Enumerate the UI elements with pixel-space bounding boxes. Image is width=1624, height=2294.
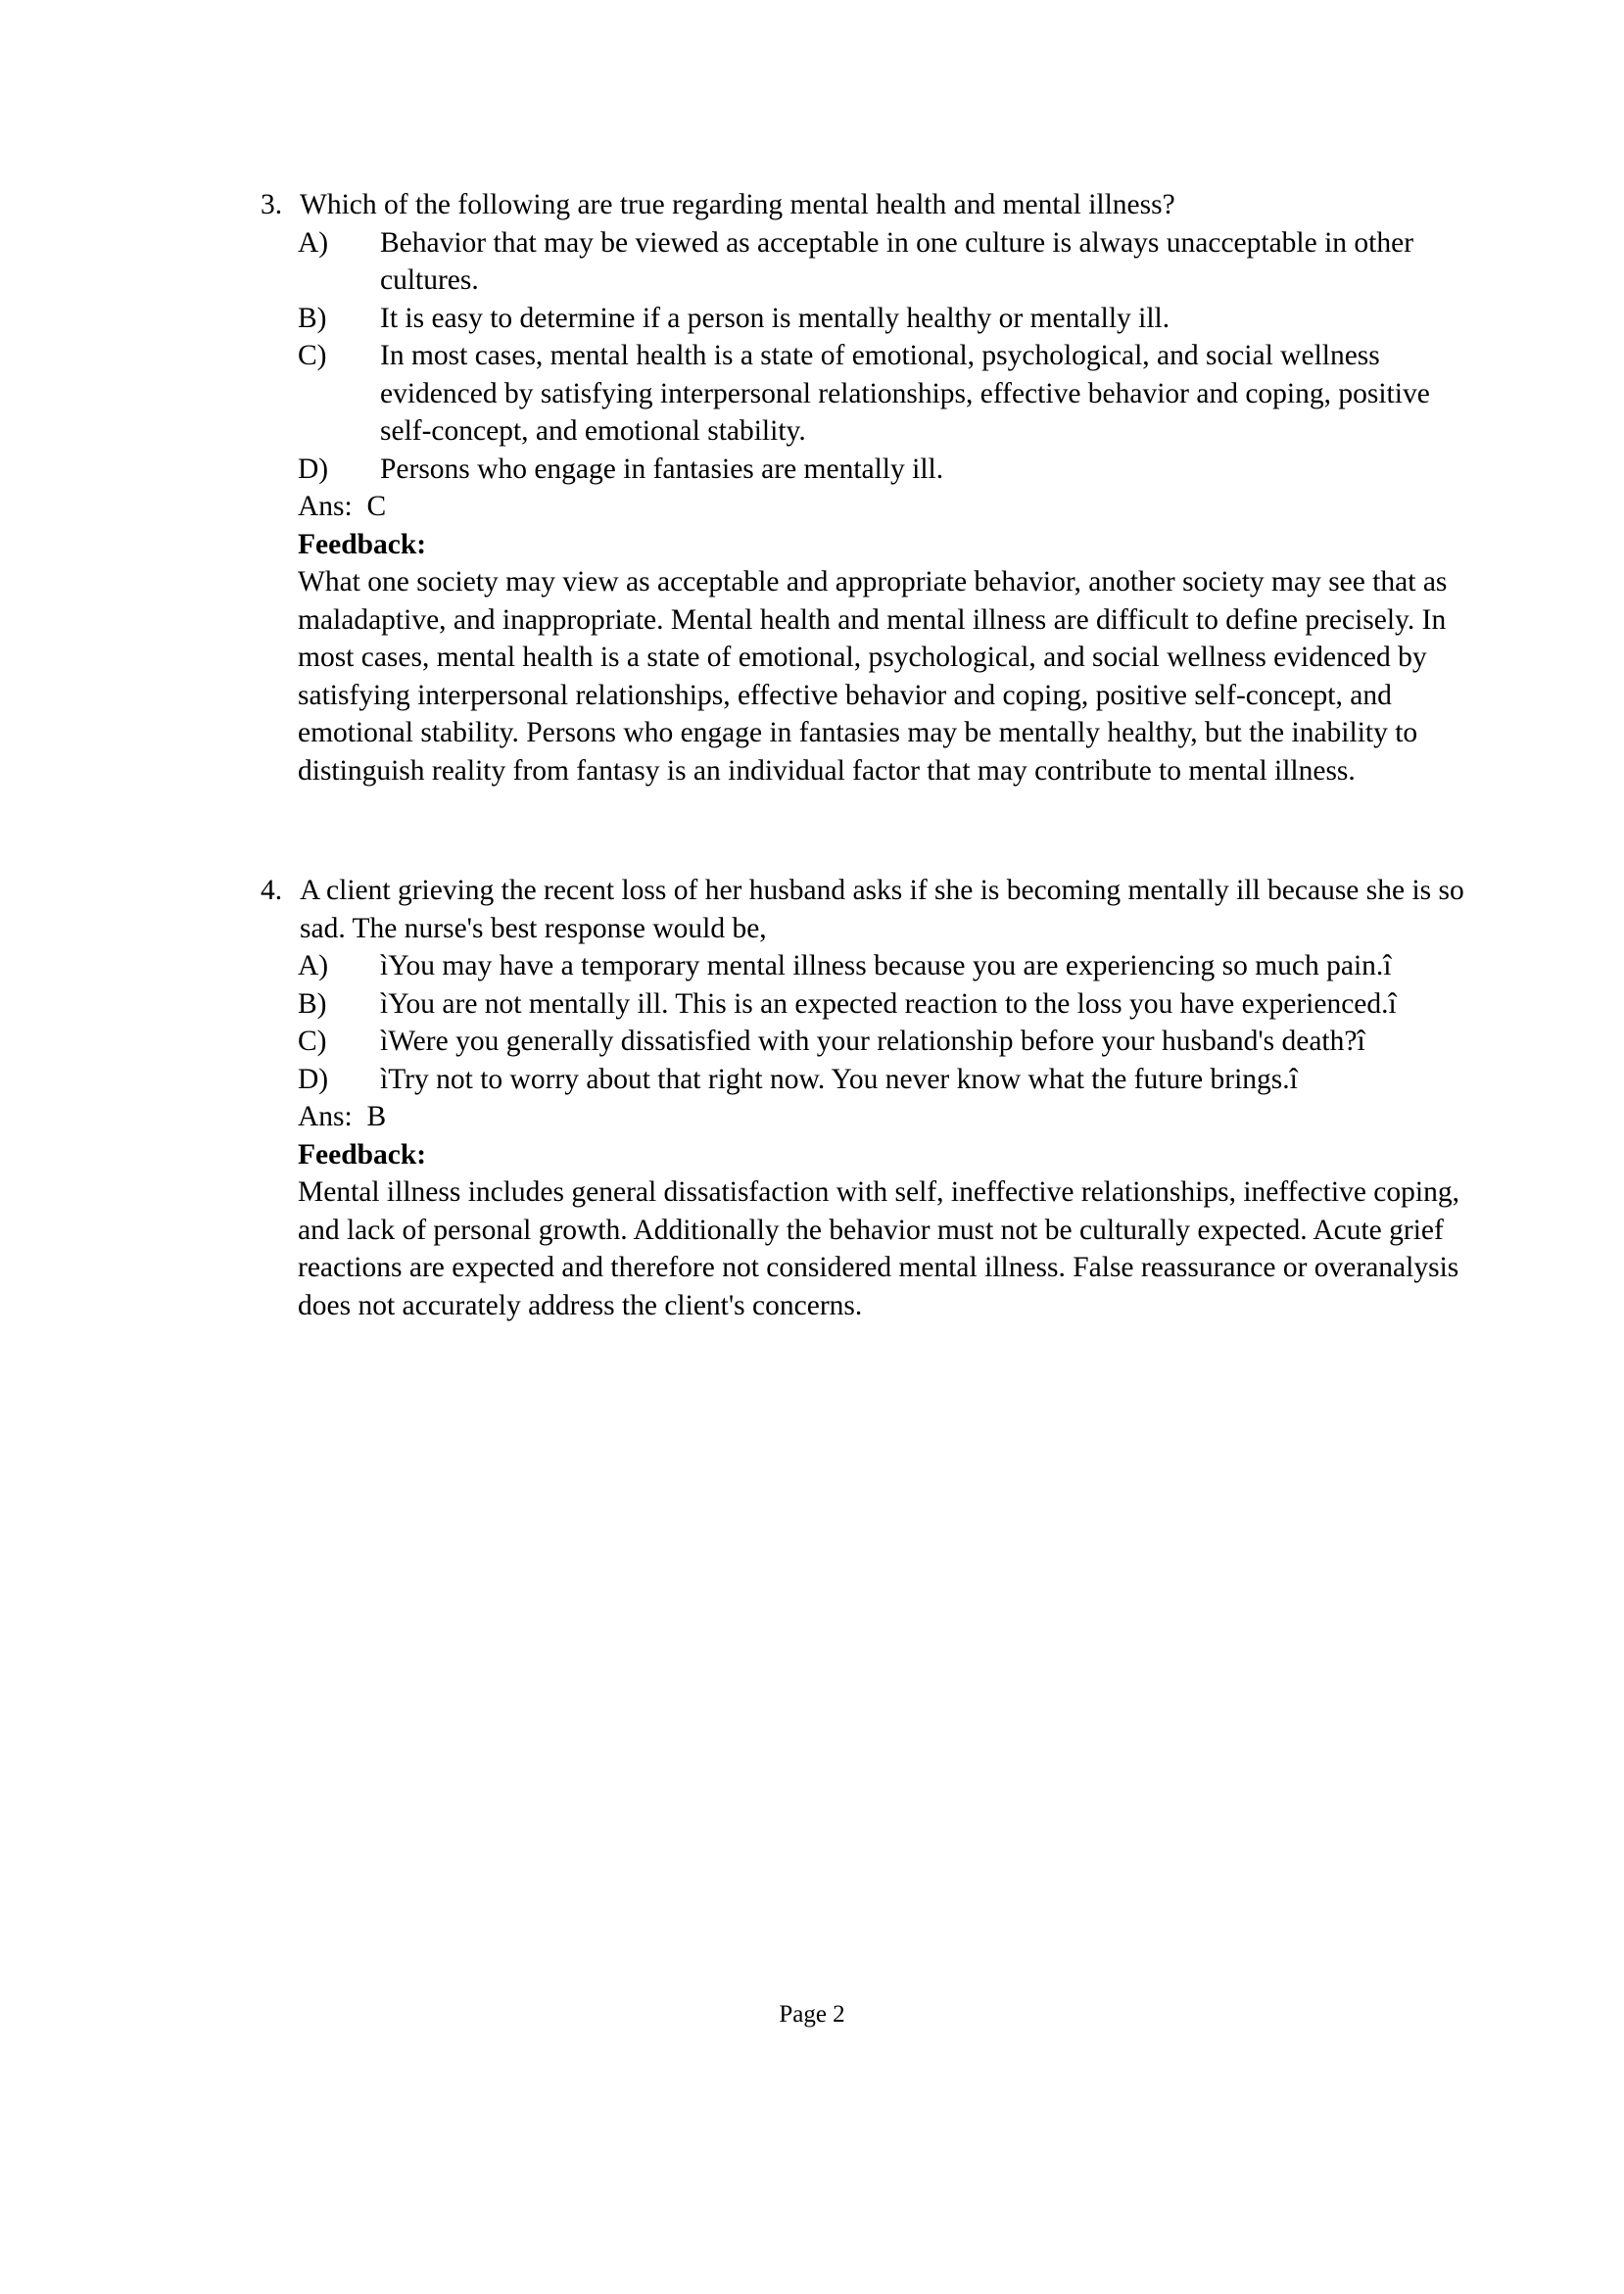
feedback-label: Feedback: bbox=[298, 1138, 427, 1171]
option-text: In most cases, mental health is a state of emotional, psychological, and social wellness evidenced by satisfying interpersonal relationships, effective behavior and coping, positive self-concept, and emotional stability. bbox=[380, 340, 1430, 447]
feedback-text: Mental illness includes general dissatisfaction with self, ineffective relationships, ineffective coping, and lack of personal growth. Additionally the behavior must not be culturally expected. Acute grief reactions are expected and therefore not considered mental illness. False reassurance or overanalysis does not accurately address the client's concerns. bbox=[298, 1176, 1459, 1321]
option-letter: B) bbox=[298, 987, 327, 1020]
question-block bbox=[261, 872, 1475, 1324]
option-text: Behavior that may be viewed as acceptable in one culture is always unacceptable in other cultures. bbox=[380, 226, 1414, 296]
question-block bbox=[261, 186, 1475, 789]
option-letter: D) bbox=[298, 1063, 329, 1095]
question-spacer bbox=[261, 789, 1475, 872]
option-c[interactable] bbox=[261, 337, 1475, 451]
option-letter: C) bbox=[298, 340, 327, 371]
answer-value: B bbox=[366, 1101, 387, 1132]
option-letter: C) bbox=[298, 1026, 327, 1057]
option-text: ìTry not to worry about that right now. You never know what the future brings.î bbox=[380, 1063, 1298, 1095]
answer-label: Ans: bbox=[298, 491, 353, 522]
option-a[interactable] bbox=[261, 947, 1475, 985]
option-text: ìYou are not mentally ill. This is an expected reaction to the loss you have experienced.î bbox=[380, 987, 1397, 1020]
page-footer: Page 2 bbox=[779, 2001, 845, 2028]
option-letter: A) bbox=[298, 226, 329, 259]
answer-line bbox=[261, 488, 1475, 526]
option-letter: A) bbox=[298, 950, 329, 981]
option-letter: B) bbox=[298, 302, 327, 334]
option-d[interactable] bbox=[261, 1061, 1475, 1099]
option-text: ìWere you generally dissatisfied with your relationship before your husband's death?î bbox=[380, 1026, 1365, 1057]
answer-label: Ans: bbox=[298, 1101, 353, 1132]
feedback-label: Feedback: bbox=[298, 528, 427, 560]
page-content bbox=[261, 186, 1475, 1324]
question-stem bbox=[261, 186, 1475, 224]
question-stem bbox=[261, 872, 1475, 947]
option-text: It is easy to determine if a person is mentally healthy or mentally ill. bbox=[380, 302, 1170, 334]
answer-line bbox=[261, 1098, 1475, 1136]
feedback-text: What one society may view as acceptable and appropriate behavior, another society may see that as maladaptive, and inappropriate. Mental health and mental illness are difficult to define precisely. In most cases, mental health is a state of emotional, psychological, and social wellness evidenced by satisfying interpersonal relationships, effective behavior and coping, positive self-concept, and emotional stability. Persons who engage in fantasies may be mentally healthy, but the inability to distinguish reality from fantasy is an individual factor that may contribute to mental illness. bbox=[298, 566, 1448, 787]
question-stem-text: A client grieving the recent loss of her husband asks if she is becoming mentally ill because she is so sad. The nurse's best response would be, bbox=[300, 875, 1464, 944]
option-text: ìYou may have a temporary mental illness because you are experiencing so much pain.î bbox=[380, 950, 1392, 981]
question-number: 4. bbox=[261, 875, 283, 906]
option-a[interactable] bbox=[261, 224, 1475, 300]
option-b[interactable] bbox=[261, 985, 1475, 1024]
option-d[interactable] bbox=[261, 451, 1475, 489]
option-text: Persons who engage in fantasies are mentally ill. bbox=[380, 453, 944, 485]
option-b[interactable] bbox=[261, 300, 1475, 338]
answer-value: C bbox=[366, 491, 387, 522]
question-number: 3. bbox=[261, 189, 283, 220]
question-stem-text: Which of the following are true regarding mental health and mental illness? bbox=[300, 189, 1175, 220]
option-letter: D) bbox=[298, 453, 329, 485]
option-c[interactable] bbox=[261, 1023, 1475, 1061]
